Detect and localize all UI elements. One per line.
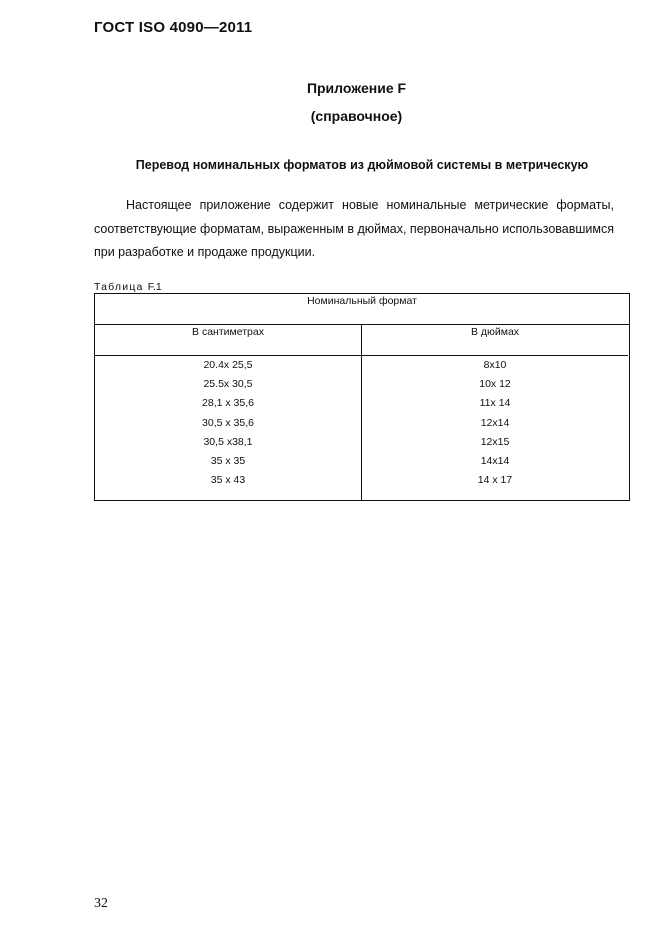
- table-cell-cm: 30,5 x38,1: [203, 435, 253, 448]
- appendix-subtitle: (справочное): [310, 108, 403, 124]
- table-cell-cm: 35 x 35: [210, 454, 246, 467]
- formats-table: [94, 293, 630, 501]
- table-caption-word: Таблица: [94, 281, 144, 293]
- document-header: ГОСТ ISO 4090—2011: [94, 19, 253, 36]
- table-caption: [94, 281, 162, 293]
- table-cell-in: 12x14: [480, 416, 510, 429]
- table-cell-cm: 35 x 43: [210, 474, 246, 487]
- table-cell-cm: 28,1 x 35,6: [202, 397, 254, 410]
- table-group-header: Номинальный формат: [95, 294, 629, 325]
- table-cell-in: 12x15: [480, 435, 510, 448]
- table-cell-cm: 25.5x 30,5: [203, 378, 253, 391]
- body-paragraph: Настоящее приложение содержит новые номинальные метрические форматы, соответствующие форматам, выраженным в дюймах, первоначально использовавшимся при разработке и продаже продукции.: [94, 198, 614, 259]
- table-column-in: [362, 356, 628, 500]
- table-cell-in: 10x 12: [479, 378, 511, 391]
- table-cell-cm: 20.4x 25,5: [203, 359, 253, 371]
- table-column-header-cm: В сантиметрах: [95, 325, 362, 356]
- table-cell-in: 14x14: [480, 454, 510, 467]
- table-column-header-in: В дюймах: [362, 325, 628, 356]
- table-cell-in: 8x10: [483, 359, 507, 371]
- table-cell-cm: 30,5 x 35,6: [202, 416, 254, 429]
- appendix-title: Приложение F: [306, 80, 407, 96]
- table-column-cm: [95, 356, 362, 500]
- table-cell-in: 14 x 17: [477, 474, 513, 487]
- table-caption-number: F.1: [147, 281, 162, 293]
- table-cell-in: 11x 14: [479, 397, 511, 410]
- page-number: 32: [94, 896, 108, 911]
- section-title: Перевод номинальных форматов из дюймовой системы в метрическую: [135, 158, 589, 172]
